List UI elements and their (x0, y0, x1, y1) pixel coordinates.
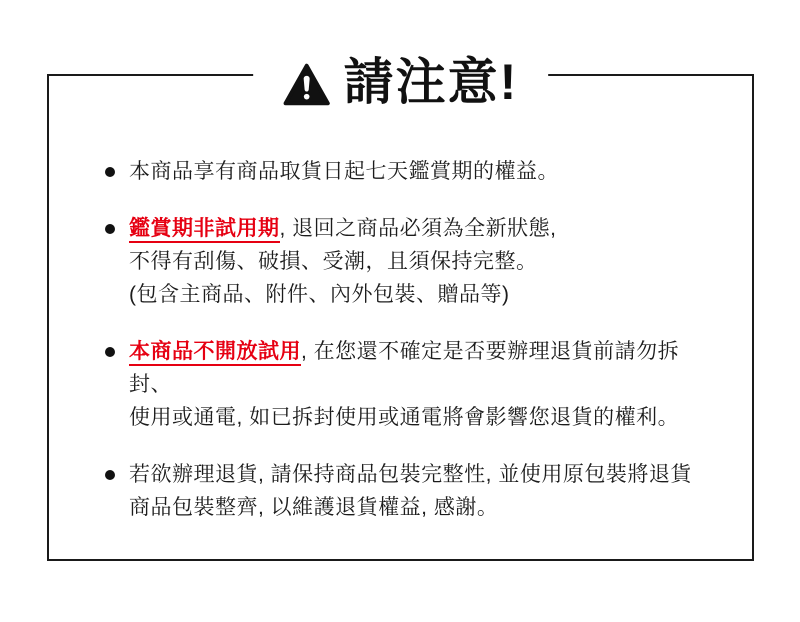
bullet-line: 若欲辦理退貨, 請保持商品包裝完整性, 並使用原包裝將退貨 (129, 463, 692, 486)
list-item (105, 458, 712, 524)
list-item (105, 335, 712, 434)
bullet-text (129, 458, 692, 524)
highlighted-text: 鑑賞期非試用期 (129, 217, 280, 243)
list-item (105, 212, 712, 311)
bullet-line: 商品包裝整齊, 以維護退貨權益, 感謝。 (129, 496, 499, 519)
bullet-text (129, 155, 559, 188)
bullet-text (129, 212, 557, 311)
bullet-icon (105, 347, 115, 357)
bullet-line: 使用或通電, 如已拆封使用或通電將會影響您退貨的權利。 (129, 406, 680, 429)
bullet-icon (105, 224, 115, 234)
list-item (105, 155, 712, 188)
notice-content (49, 76, 752, 548)
notice-box (47, 54, 754, 561)
bullet-text (129, 335, 712, 434)
bullet-line: 不得有刮傷、破損、受潮，且須保持完整。 (129, 250, 538, 273)
highlighted-text: 本商品不開放試用 (129, 340, 301, 366)
notice-title-text: 請注意! (343, 54, 519, 110)
bullet-line: 本商品享有商品取貨日起七天鑑賞期的權益。 (129, 160, 559, 183)
bullet-icon (105, 470, 115, 480)
bullet-line: (包含主商品、附件、內外包裝、贈品等) (129, 283, 510, 306)
bullet-line: , 在您還不確定是否要辦理退貨前請勿拆封、 (129, 340, 680, 396)
bullet-line: , 退回之商品必須為全新狀態, (279, 217, 557, 240)
bullet-icon (105, 167, 115, 177)
